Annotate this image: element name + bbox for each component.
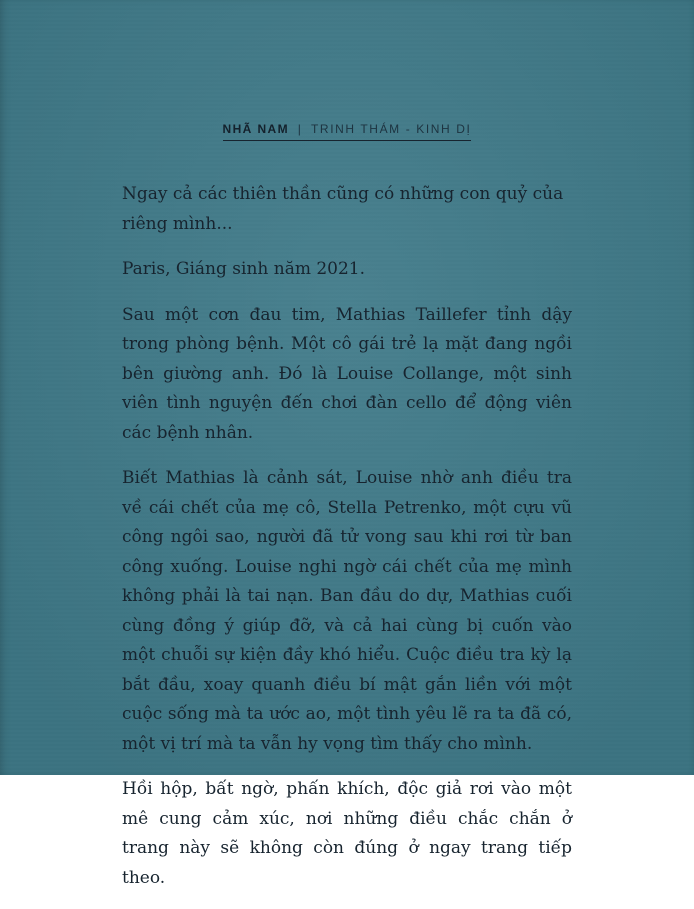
header-separator: | (297, 122, 303, 136)
paragraph: Hồi hộp, bất ngờ, phấn khích, độc giả rơi vào một mê cung cảm xúc, nơi những điều chắc chắn ở trang này sẽ không còn đúng ở ngay trang tiếp theo. (122, 779, 572, 888)
tagline-paragraph: Ngay cả các thiên thần cũng có những con quỷ của riêng mình... (122, 184, 564, 234)
blurb-text-block (122, 180, 572, 909)
publisher-genre-header (0, 0, 694, 141)
paragraph: Biết Mathias là cảnh sát, Louise nhờ anh điều tra về cái chết của mẹ cô, Stella Petrenko, một cựu vũ công ngôi sao, người đã tử vong sau khi rơi từ ban công xuống. Louise nghi ngờ cái chết của mẹ mình không phải là tai nạn. Ban đầu do dự, Mathias cuối cùng đồng ý giúp đỡ, và cả hai cùng bị cuốn vào một chuỗi sự kiện đầy khó hiểu. Cuộc điều tra kỳ lạ bắt đầu, xoay quanh điều bí mật gắn liền với một cuộc sống mà ta ước ao, một tình yêu lẽ ra ta đã có, một vị trí mà ta vẫn hy vọng tìm thấy cho mình. (122, 468, 572, 754)
genre-label: TRINH THÁM - KINH DỊ (311, 122, 472, 136)
paragraph: Sau một cơn đau tim, Mathias Taillefer tỉnh dậy trong phòng bệnh. Một cô gái trẻ lạ mặt đang ngồi bên giường anh. Đó là Louise Collange, một sinh viên tình nguyện đến chơi đàn cello để động viên các bệnh nhân. (122, 304, 572, 443)
header-underlined-line (223, 122, 472, 141)
publisher-name: NHÃ NAM (222, 122, 289, 136)
setting-paragraph: Paris, Giáng sinh năm 2021. (122, 259, 366, 279)
